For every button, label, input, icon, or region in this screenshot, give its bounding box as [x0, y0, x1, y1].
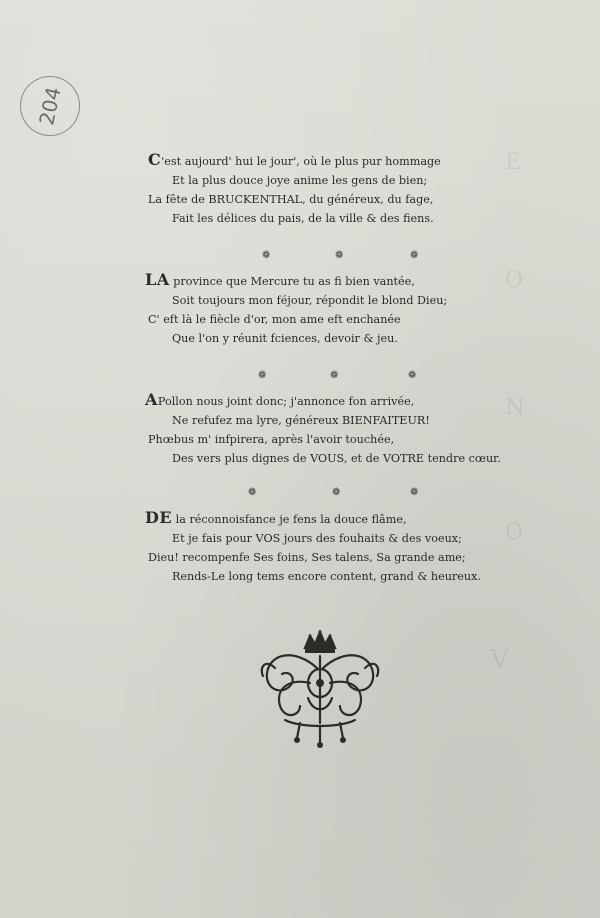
stanza-1-line-4: Fait les délices du pais, de la ville & des fiens. — [172, 212, 434, 225]
stanza-4-line-2: Et je fais pour VOS jours des fouhaits & des voeux; — [172, 532, 462, 545]
drop-initial: C — [148, 150, 162, 169]
stanza-1-line-3: La fête de BRUCKENTHAL, du généreux, du fage, — [148, 193, 434, 206]
archive-number-stamp — [14, 70, 85, 141]
show-through-mark: E — [505, 150, 522, 175]
stanza-1-line-2: Et la plus douce joye anime les gens de bien; — [172, 174, 428, 187]
stanza-2-line-3: C' eft là le fiècle d'or, mon ame eft enchanée — [148, 313, 401, 326]
flower-ornament-icon: ❁ — [262, 250, 271, 261]
crown-ornament-icon — [255, 628, 385, 748]
drop-initial: A — [145, 390, 158, 409]
show-through-mark: V — [490, 645, 509, 675]
flower-ornament-icon: ❁ — [332, 487, 341, 498]
flower-ornament-icon: ❁ — [408, 370, 417, 381]
drop-initial: DE — [145, 508, 173, 527]
stanza-3-line-4: Des vers plus dignes de VOUS, et de VOTRE tendre cœur. — [172, 452, 501, 465]
flower-ornament-icon: ❁ — [248, 487, 257, 498]
flower-ornament-icon: ❁ — [410, 250, 419, 261]
stanza-3-line-2: Ne refufez ma lyre, généreux BIENFAITEUR! — [172, 414, 430, 427]
stanza-4 — [0, 508, 600, 586]
stanza-1-line-1: C'est aujourd' hui le jour', où le plus pur hommage — [148, 150, 441, 169]
stanza-3-line-3: Phœbus m' infpirera, après l'avoir touchée, — [148, 433, 395, 446]
stanza-2-line-4: Que l'on y réunit fciences, devoir & jeu. — [172, 332, 398, 345]
archive-number: 204 — [34, 84, 66, 128]
stanza-2 — [0, 270, 600, 348]
stanza-2-line-2: Soit toujours mon féjour, répondit le blond Dieu; — [172, 294, 448, 307]
drop-initial: LA — [145, 270, 170, 289]
stanza-1 — [0, 150, 600, 228]
stanza-3-line-1: APollon nous joint donc; j'annonce fon arrivée, — [145, 390, 415, 409]
stanza-4-line-4: Rends-Le long tems encore content, grand & heureux. — [172, 570, 481, 583]
stanza-2-line-1: LA province que Mercure tu as fi bien vantée, — [145, 270, 415, 289]
stanza-4-line-1: DE la réconnoisfance je fens la douce flâme, — [145, 508, 407, 527]
stanza-3 — [0, 390, 600, 468]
show-through-mark: O — [505, 268, 524, 293]
flower-ornament-icon: ❁ — [410, 487, 419, 498]
show-through-mark: O — [505, 520, 524, 545]
stanza-4-line-3: Dieu! recompenfe Ses foins, Ses talens, Sa grande ame; — [148, 551, 466, 564]
show-through-mark: N — [505, 395, 525, 420]
flower-ornament-icon: ❁ — [330, 370, 339, 381]
flower-ornament-icon: ❁ — [258, 370, 267, 381]
flower-ornament-icon: ❁ — [335, 250, 344, 261]
